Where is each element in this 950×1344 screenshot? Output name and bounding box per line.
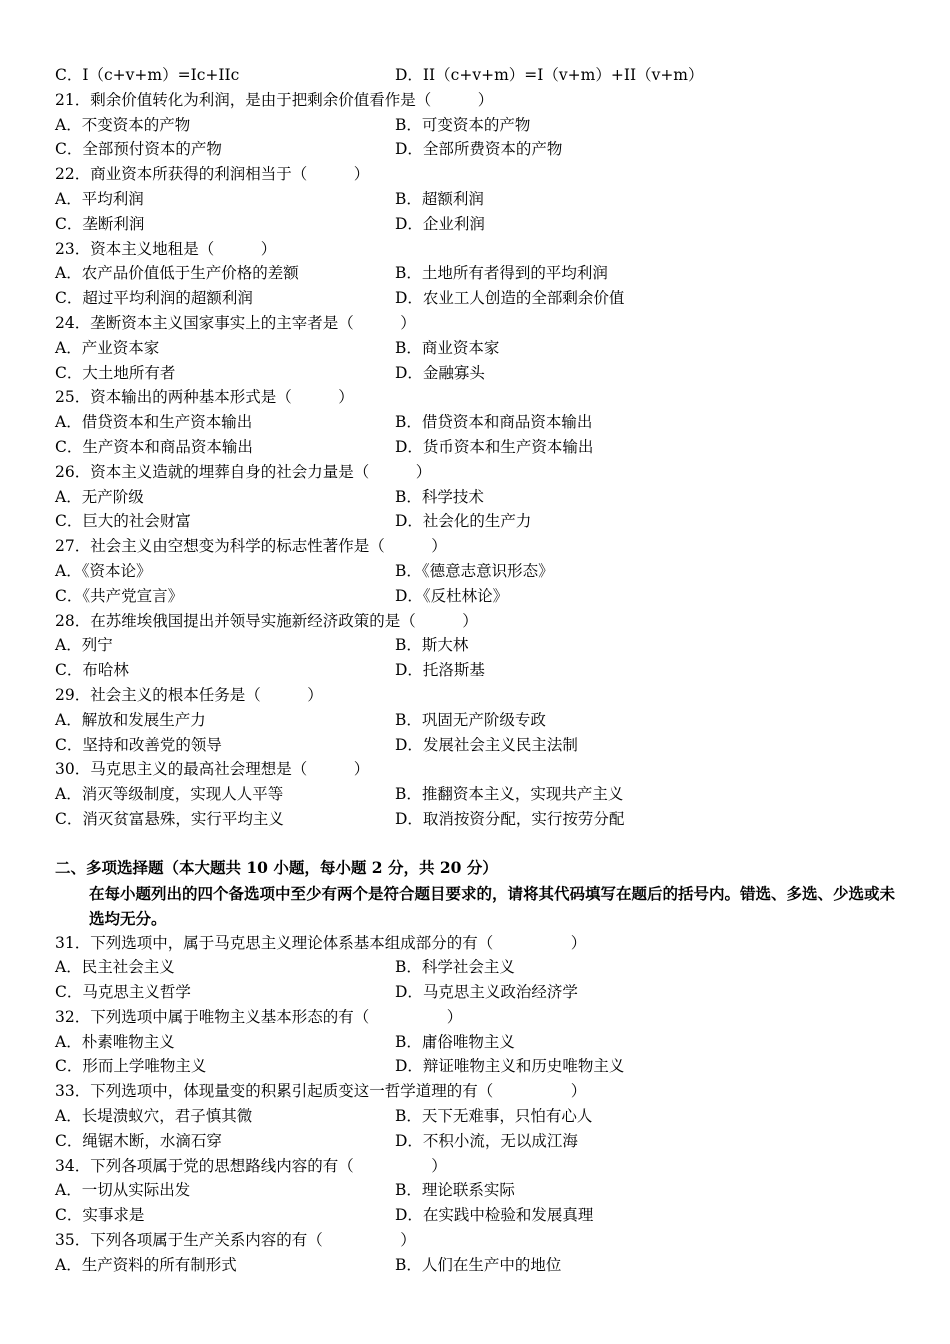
option-d: D．社会化的生产力: [395, 512, 532, 531]
option-b: B．科学社会主义: [395, 958, 515, 977]
option-b: B．庸俗唯物主义: [395, 1032, 515, 1051]
option-c: C．超过平均利润的超额利润: [55, 289, 253, 308]
option-b: B．超额利润: [395, 189, 484, 208]
option-a: A．生产资料的所有制形式: [55, 1255, 237, 1274]
section-instruction: 在每小题列出的四个备选项中至少有两个是符合题目要求的，请将其代码填写在题后的括号内。错选、多选、少选或未选均无分。: [89, 883, 896, 928]
option-c: C．I（c+v+m）=Ic+IIc: [55, 66, 240, 84]
option-d: D．马克思主义政治经济学: [395, 983, 578, 1002]
option-row: [55, 435, 905, 460]
option-c: C．实事求是: [55, 1206, 145, 1225]
option-row: [55, 658, 905, 683]
question-stem: 25．资本输出的两种基本形式是（ ）: [55, 388, 354, 407]
option-c: C．《共产党宣言》: [55, 586, 184, 605]
option-a: A．《资本论》: [55, 561, 152, 580]
option-row: [55, 980, 905, 1005]
question-stem: 24．垄断资本主义国家事实上的主宰者是（ ）: [55, 313, 416, 332]
option-a: A．长堤溃蚁穴，君子慎其微: [55, 1107, 253, 1126]
question-stem: 32．下列选项中属于唯物主义基本形态的有（ ）: [55, 1007, 463, 1026]
option-a: A．民主社会主义: [55, 958, 175, 977]
option-a: A．借贷资本和生产资本输出: [55, 413, 253, 432]
option-a: A．产业资本家: [55, 338, 160, 357]
option-d: D．不积小流，无以成江海: [395, 1131, 578, 1150]
option-b: B．商业资本家: [395, 338, 500, 357]
option-d: D．《反杜林论》: [395, 586, 509, 605]
option-a: A．朴素唯物主义: [55, 1032, 175, 1051]
option-row: [55, 559, 905, 584]
option-d: D．全部所费资本的产物: [395, 140, 563, 159]
option-c: C．马克思主义哲学: [55, 983, 191, 1002]
option-row: [55, 485, 905, 510]
option-row: [55, 212, 905, 237]
option-a: A．解放和发展生产力: [55, 710, 206, 729]
section-spacer: [55, 832, 905, 856]
option-row: [55, 955, 905, 980]
option-row: [55, 113, 905, 138]
option-d: D．在实践中检验和发展真理: [395, 1206, 594, 1225]
option-c: C．大土地所有者: [55, 363, 176, 382]
option-d: D．II（c+v+m）=I（v+m）+II（v+m）: [395, 66, 704, 84]
option-d: D．农业工人创造的全部剩余价值: [395, 289, 625, 308]
option-c: C．垄断利润: [55, 214, 145, 233]
option-c: C．形而上学唯物主义: [55, 1057, 207, 1076]
option-row: [55, 782, 905, 807]
option-row: [55, 336, 905, 361]
question-stem: 30．马克思主义的最高社会理想是（ ）: [55, 760, 370, 779]
option-b: B．《德意志意识形态》: [395, 561, 554, 580]
option-row: [55, 261, 905, 286]
option-d: D．取消按资分配，实行按劳分配: [395, 809, 625, 828]
option-a: A．不变资本的产物: [55, 115, 191, 134]
option-row: [55, 1129, 905, 1154]
option-b: B．借贷资本和商品资本输出: [395, 413, 593, 432]
option-c: C．布哈林: [55, 661, 129, 680]
question-stem: 35．下列各项属于生产关系内容的有（ ）: [55, 1231, 416, 1250]
option-row: [55, 1104, 905, 1129]
option-row: [55, 633, 905, 658]
question-stem: 27．社会主义由空想变为科学的标志性著作是（ ）: [55, 537, 447, 556]
option-c: C．坚持和改善党的领导: [55, 735, 222, 754]
option-b: B．科学技术: [395, 487, 484, 506]
option-b: B．巩固无产阶级专政: [395, 710, 546, 729]
option-row: [55, 1178, 905, 1203]
option-d: D．辩证唯物主义和历史唯物主义: [395, 1057, 625, 1076]
option-c: C．消灭贫富悬殊，实行平均主义: [55, 809, 284, 828]
option-row: [55, 1203, 905, 1228]
option-b: B．人们在生产中的地位: [395, 1255, 562, 1274]
option-c: C．绳锯木断，水滴石穿: [55, 1131, 222, 1150]
option-b: B．理论联系实际: [395, 1181, 515, 1200]
option-row: [55, 1030, 905, 1055]
question-stem: 21．剩余价值转化为利润，是由于把剩余价值看作是（ ）: [55, 90, 494, 109]
option-row: [55, 187, 905, 212]
option-row: [55, 137, 905, 162]
option-c: C．全部预付资本的产物: [55, 140, 222, 159]
option-row: [55, 286, 905, 311]
option-d: D．托洛斯基: [395, 661, 485, 680]
question-stem: 23．资本主义地租是（ ）: [55, 239, 277, 258]
option-a: A．消灭等级制度，实现人人平等: [55, 785, 284, 804]
option-row: [55, 807, 905, 832]
question-stem: 26．资本主义造就的埋葬自身的社会力量是（ ）: [55, 462, 432, 481]
option-d: D．金融寡头: [395, 363, 485, 382]
option-b: B．斯大林: [395, 636, 469, 655]
question-stem: 34．下列各项属于党的思想路线内容的有（ ）: [55, 1156, 447, 1175]
option-row: [55, 708, 905, 733]
option-a: A．列宁: [55, 636, 113, 655]
option-b: B．可变资本的产物: [395, 115, 531, 134]
question-stem: 31．下列选项中，属于马克思主义理论体系基本组成部分的有（ ）: [55, 933, 587, 952]
option-b: B．天下无难事，只怕有心人: [395, 1107, 593, 1126]
option-row: [55, 733, 905, 758]
option-a: A．无产阶级: [55, 487, 144, 506]
option-row: [55, 1054, 905, 1079]
option-row: [55, 584, 905, 609]
option-row: [55, 63, 905, 88]
question-stem: 28．在苏维埃俄国提出并领导实施新经济政策的是（ ）: [55, 611, 478, 630]
option-d: D．发展社会主义民主法制: [395, 735, 578, 754]
section-title: 二、多项选择题（本大题共 10 小题，每小题 2 分，共 20 分）: [55, 857, 498, 877]
option-row: [55, 361, 905, 386]
option-row: [55, 410, 905, 435]
option-d: D．货币资本和生产资本输出: [395, 437, 594, 456]
option-b: B．推翻资本主义，实现共产主义: [395, 785, 624, 804]
option-b: B．土地所有者得到的平均利润: [395, 264, 608, 283]
option-c: C．巨大的社会财富: [55, 512, 191, 531]
question-stem: 22．商业资本所获得的利润相当于（ ）: [55, 165, 370, 184]
question-stem: 29．社会主义的根本任务是（ ）: [55, 685, 323, 704]
option-a: A．一切从实际出发: [55, 1181, 191, 1200]
option-c: C．生产资本和商品资本输出: [55, 437, 253, 456]
option-d: D．企业利润: [395, 214, 485, 233]
option-a: A．农产品价值低于生产价格的差额: [55, 264, 299, 283]
exam-content: [55, 63, 905, 1278]
option-row: [55, 1253, 905, 1278]
option-row: [55, 509, 905, 534]
question-stem: 33．下列选项中，体现量变的积累引起质变这一哲学道理的有（ ）: [55, 1082, 587, 1101]
option-a: A．平均利润: [55, 189, 144, 208]
